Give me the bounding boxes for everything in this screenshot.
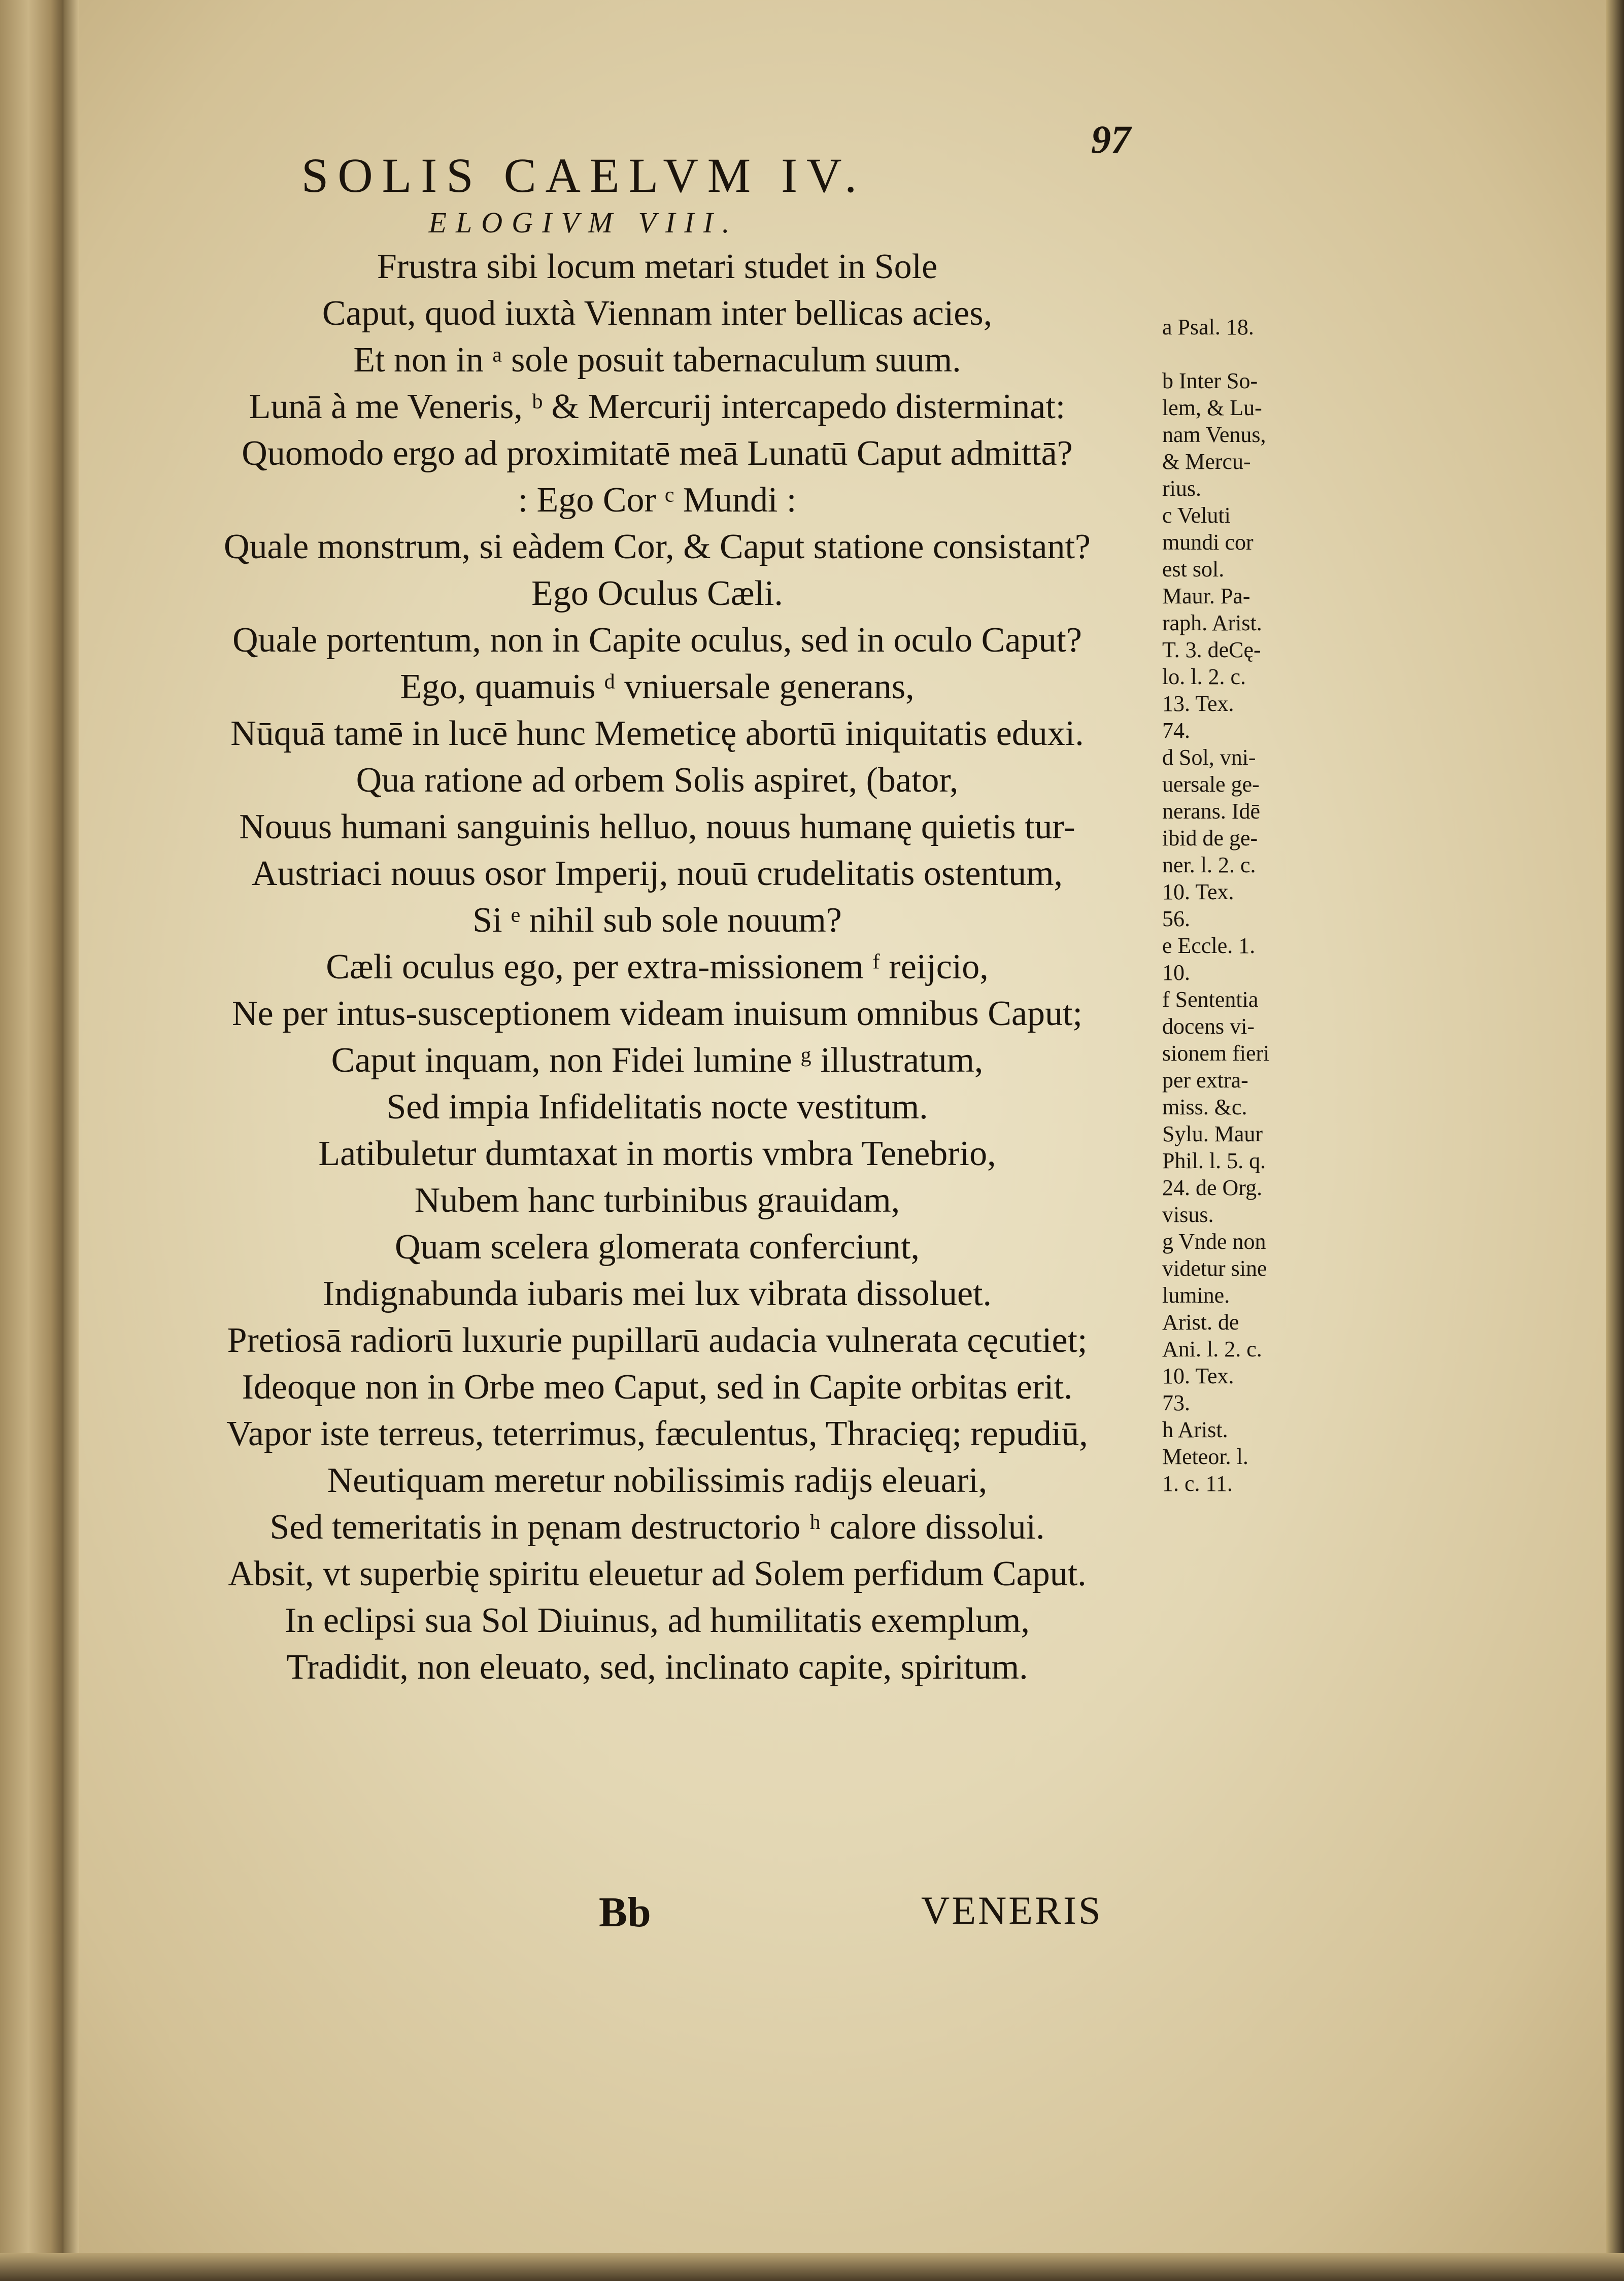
margin-note-line: Arist. de [1162, 1310, 1239, 1335]
verse-line: Ego, quamuis ᵈ vniuersale generans, [400, 667, 915, 706]
margin-note-line [1162, 341, 1325, 367]
margin-note-line: 73. [1162, 1390, 1190, 1415]
margin-note-line: lumine. [1162, 1283, 1230, 1308]
verse-line: Caput inquam, non Fidei lumine ᵍ illustratum, [331, 1041, 984, 1080]
margin-note-line: miss. &c. [1162, 1095, 1247, 1119]
verse-line: Ne per intus-susceptionem videam inuisum omnibus Caput; [232, 994, 1082, 1033]
margin-note-line: 10. Tex. [1162, 879, 1234, 904]
verse-line: Nouus humani sanguinis helluo, nouus humanę quietis tur- [239, 807, 1075, 846]
verse-line: Lunā à me Veneris, ᵇ & Mercurij intercapedo disterminat: [249, 387, 1066, 426]
elogium-heading: ELOGIVM VIII. [428, 206, 739, 239]
running-title: SOLIS CAELVM IV. [301, 148, 866, 202]
margin-note-line: b Inter So- [1162, 368, 1258, 393]
verse-line: Sed temeritatis in pęnam destructorio ʰ calore dissolui. [269, 1508, 1045, 1547]
margin-note-line: 13. Tex. [1162, 691, 1234, 716]
margin-note-line: a Psal. 18. [1162, 315, 1254, 339]
verse-line: Quale monstrum, si eàdem Cor, & Caput statione consistant? [224, 527, 1091, 566]
margin-note-line: e Eccle. 1. [1162, 933, 1256, 958]
verse-line: Nubem hanc turbinibus grauidam, [414, 1181, 900, 1220]
page-number: 97 [1091, 117, 1131, 161]
catchword: VENERIS [921, 1888, 1103, 1932]
verse-line: Indignabunda iubaris mei lux vibrata dissoluet. [322, 1274, 992, 1313]
verse-line: Absit, vt superbię spiritu eleuetur ad Solem perfidum Caput. [228, 1554, 1087, 1593]
margin-note-line: uersale ge- [1162, 772, 1260, 797]
signature-mark: Bb [599, 1889, 651, 1936]
margin-note-line: ner. l. 2. c. [1162, 853, 1256, 877]
verse-line: Et non in ᵃ sole posuit tabernaculum suum. [353, 341, 961, 380]
margin-note-line: Maur. Pa- [1162, 584, 1250, 608]
margin-note-line: raph. Arist. [1162, 610, 1262, 635]
marginal-notes [1162, 314, 1325, 1497]
margin-note-line: 24. de Org. [1162, 1175, 1263, 1200]
verse-line: Pretiosā radiorū luxurie pupillarū audacia vulnerata cęcutiet; [227, 1321, 1088, 1360]
facing-page-edge [0, 0, 63, 2281]
margin-note-line: h Arist. [1162, 1417, 1228, 1442]
margin-note-line: Meteor. l. [1162, 1444, 1248, 1469]
verse-line: Ideoque non in Orbe meo Caput, sed in Capite orbitas erit. [242, 1368, 1073, 1407]
margin-note-line: nerans. Idē [1162, 799, 1261, 824]
binding-gutter [63, 0, 79, 2281]
verse-line: Latibuletur dumtaxat in mortis vmbra Tenebrio, [318, 1134, 996, 1173]
verse-line: Vapor iste terreus, teterrimus, fæculentus, Thracięq; repudiū, [226, 1414, 1088, 1453]
page-right-edge [1606, 0, 1624, 2281]
margin-note-line: 56. [1162, 906, 1190, 931]
verse-line: Austriaci nouus osor Imperij, nouū crudelitatis ostentum, [251, 854, 1063, 893]
margin-note-line: & Mercu- [1162, 449, 1251, 474]
margin-note-line: mundi cor [1162, 530, 1254, 555]
verse-line: Qua ratione ad orbem Solis aspiret, (bator, [356, 761, 959, 800]
verse-line: Tradidit, non eleuato, sed, inclinato capite, spiritum. [286, 1648, 1028, 1687]
margin-note-line: nam Venus, [1162, 422, 1266, 447]
margin-note-line: f Sententia [1162, 987, 1259, 1012]
margin-note-line: c Veluti [1162, 503, 1231, 528]
margin-note-line: Phil. l. 5. q. [1162, 1148, 1266, 1173]
margin-note-line: 10. Tex. [1162, 1364, 1234, 1388]
margin-note-line: d Sol, vni- [1162, 745, 1256, 770]
verse-line: Frustra sibi locum metari studet in Sole [377, 247, 938, 286]
margin-note-line: Ani. l. 2. c. [1162, 1337, 1262, 1361]
verse-line: Ego Oculus Cæli. [531, 574, 783, 613]
margin-note-line: lem, & Lu- [1162, 395, 1262, 420]
margin-note-line: g Vnde non [1162, 1229, 1266, 1254]
margin-note-line: per extra- [1162, 1068, 1248, 1093]
margin-note-line: rius. [1162, 476, 1201, 501]
margin-note-line: lo. l. 2. c. [1162, 664, 1246, 689]
margin-note-line: Sylu. Maur [1162, 1121, 1263, 1146]
margin-note-line: docens vi- [1162, 1014, 1255, 1039]
verse-line: Quam scelera glomerata conferciunt, [395, 1228, 920, 1267]
margin-note-line: T. 3. deCę- [1162, 637, 1261, 662]
margin-note-line: ibid de ge- [1162, 826, 1258, 850]
verse-line: In eclipsi sua Sol Diuinus, ad humilitatis exemplum, [285, 1601, 1030, 1640]
verse-line: Sed impia Infidelitatis nocte vestitum. [386, 1087, 928, 1127]
margin-note-line: visus. [1162, 1202, 1214, 1227]
margin-note-line: sionem fieri [1162, 1041, 1270, 1066]
margin-note-line: est sol. [1162, 557, 1225, 582]
margin-note-line: videtur sine [1162, 1256, 1267, 1281]
margin-note-line: 74. [1162, 718, 1190, 743]
verse-line: Cæli oculus ego, per extra-missionem ᶠ reijcio, [326, 947, 989, 986]
verse-line: Nūquā tamē in lucē hunc Memeticę abortū iniquitatis eduxi. [230, 714, 1084, 753]
margin-note-line: 10. [1162, 960, 1190, 985]
margin-note-line: 1. c. 11. [1162, 1471, 1233, 1496]
verse-line: : Ego Cor ᶜ Mundi : [518, 481, 797, 520]
verse-line: Caput, quod iuxtà Viennam inter bellicas acies, [322, 294, 993, 333]
verse-line: Quale portentum, non in Capite oculus, sed in oculo Caput? [232, 621, 1082, 660]
verse-line: Si ᵉ nihil sub sole nouum? [472, 901, 842, 940]
verse-line: Neutiquam meretur nobilissimis radijs eleuari, [327, 1461, 988, 1500]
verse-text [152, 244, 1162, 1691]
verse-line: Quomodo ergo ad proximitatē meā Lunatū Caput admittā? [242, 434, 1073, 473]
page-bottom-edge [0, 2253, 1624, 2281]
